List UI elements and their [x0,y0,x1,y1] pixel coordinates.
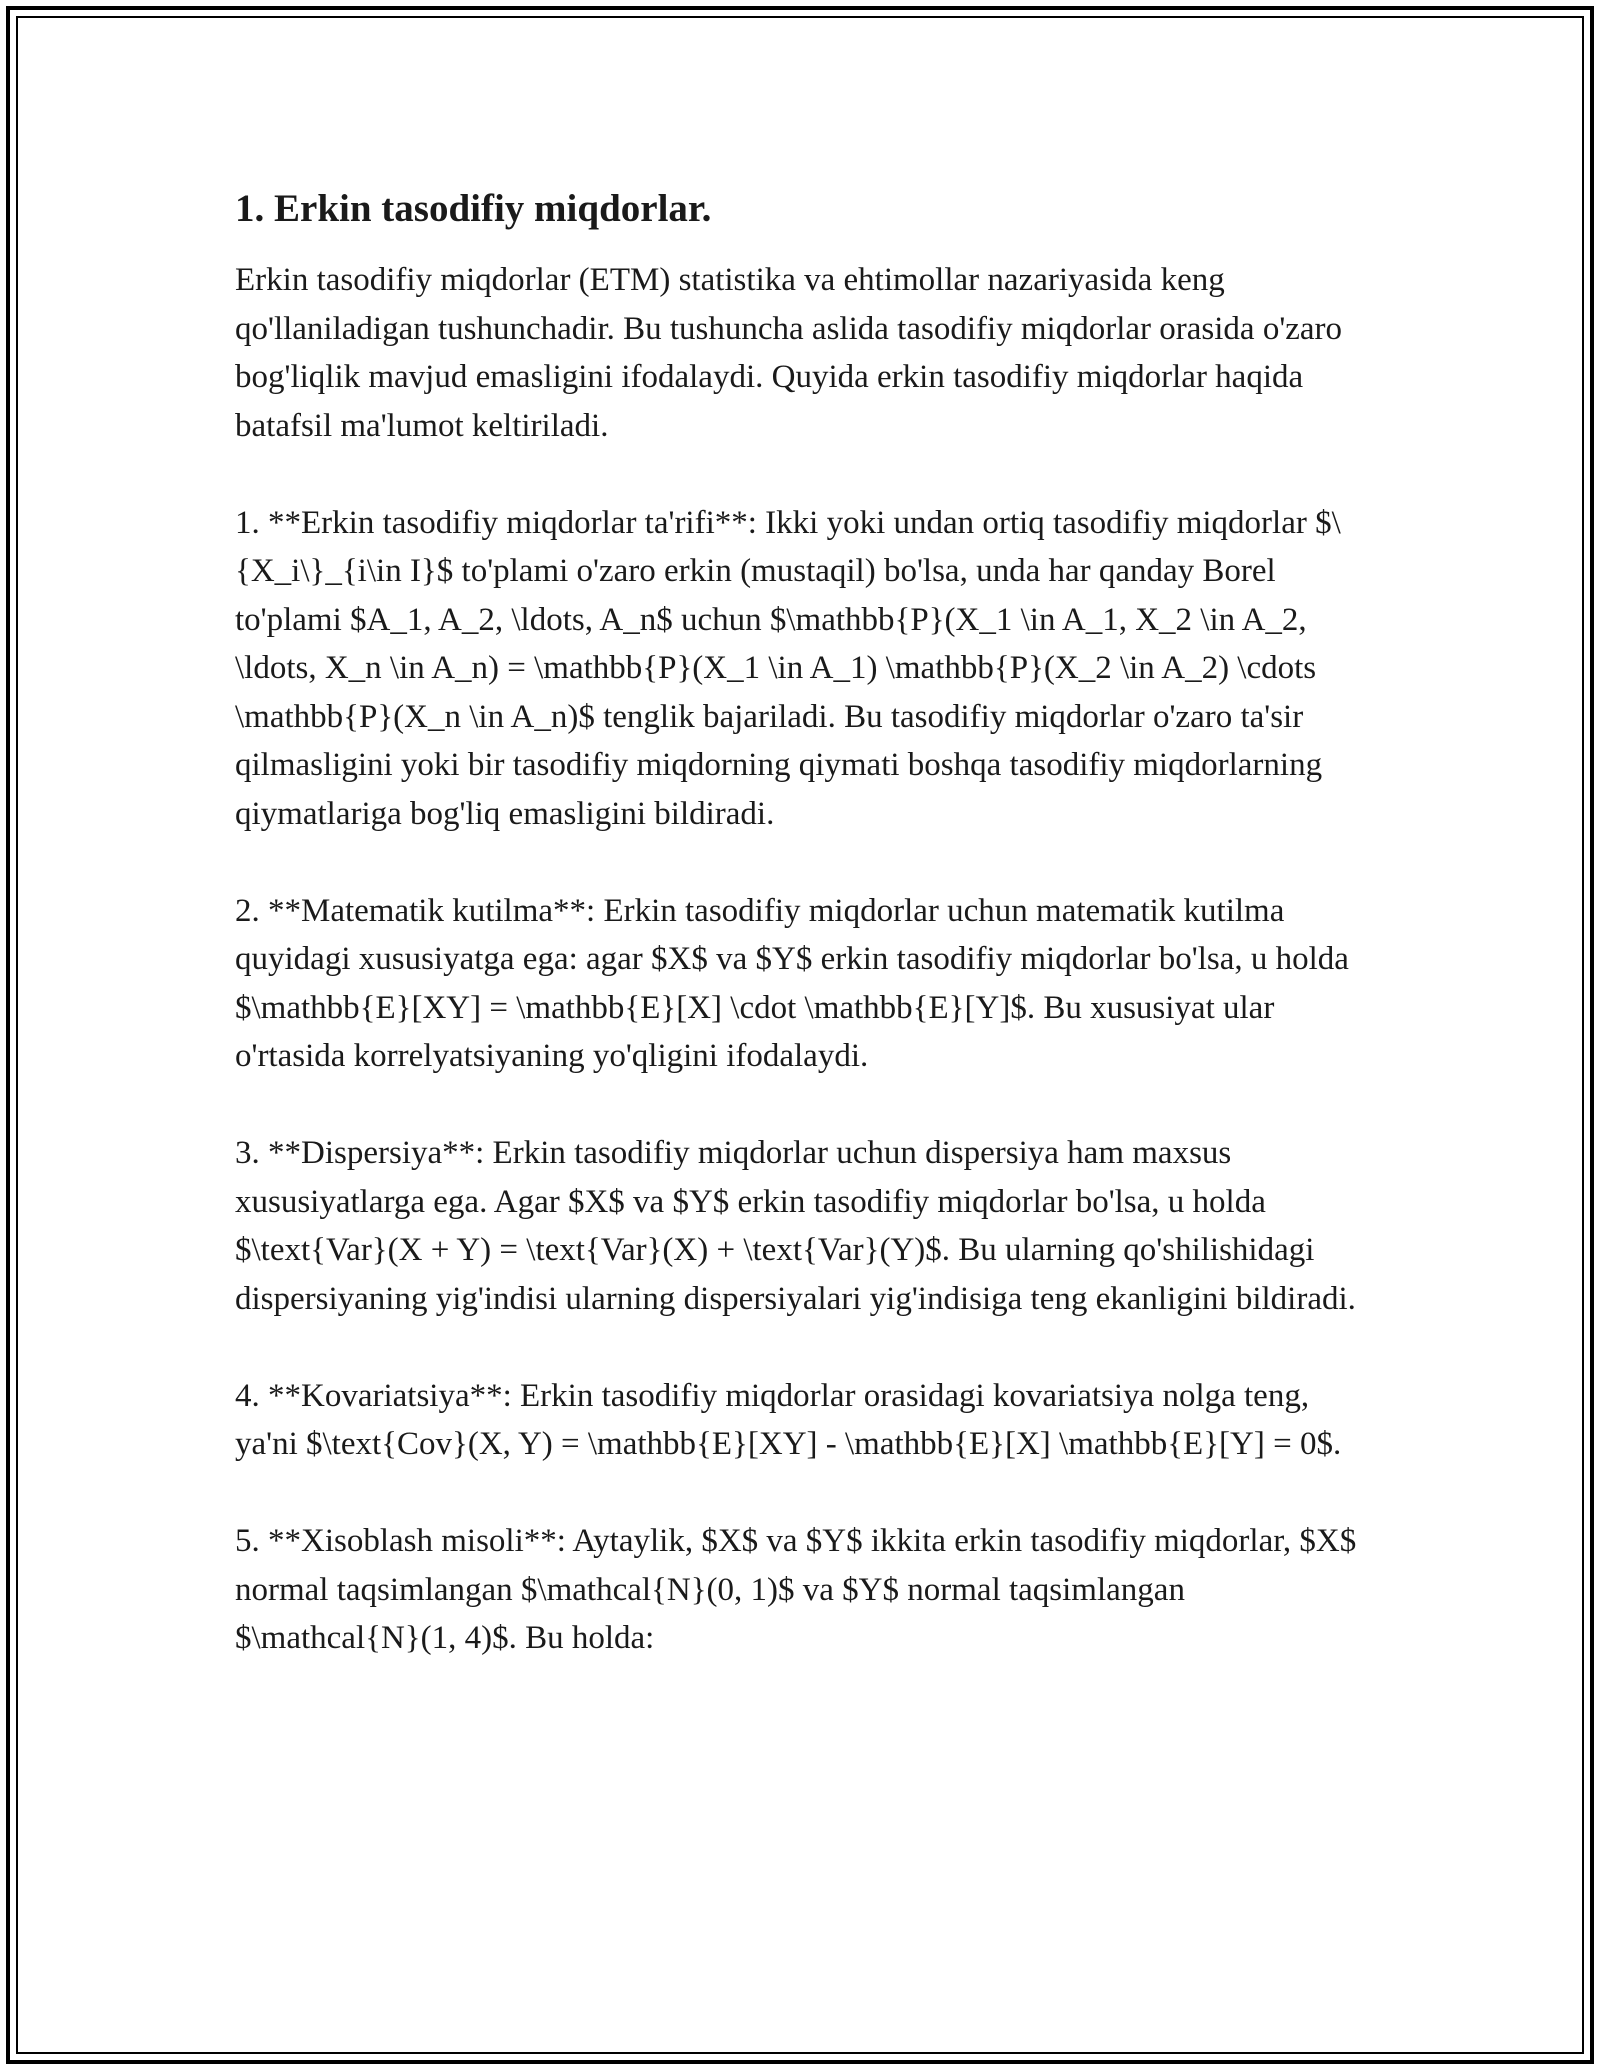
paragraph-example: 5. **Xisoblash misoli**: Aytaylik, $X$ va $Y$ ikkita erkin tasodifiy miqdorlar, $X$ normal taqsimlangan $\mathcal{N}(0, 1)$ va $Y$ normal taqsimlangan $\mathcal{N}(1, 4)$. Bu holda: [235,1523,1357,1656]
paragraph-covariance: 4. **Kovariatsiya**: Erkin tasodifiy miqdorlar orasidagi kovariatsiya nolga teng, ya'ni $\text{Cov}(X, Y) = \mathbb{E}[XY] - \mathbb{E}[X] \mathbb{E}[Y] = 0$. [235,1377,1342,1462]
paragraph-variance: 3. **Dispersiya**: Erkin tasodifiy miqdorlar uchun dispersiya ham maxsus xususiyatlarga ega. Agar $X$ va $Y$ erkin tasodifiy miqdorlar bo'lsa, u holda $\text{Var}(X + Y) = \text{Var}(X) + \text{Var}(Y)$. Bu ularning qo'shilishidagi dispersiyaning yig'indisi ularning dispersiyalari yig'indisiga teng ekanligini bildiradi. [235,1135,1356,1317]
intro-paragraph: Erkin tasodifiy miqdorlar (ETM) statistika va ehtimollar nazariyasida keng qo'llaniladigan tushunchadir. Bu tushuncha aslida tasodifiy miqdorlar orasida o'zaro bog'liqlik mavjud emasligini ifodalaydi. Quyida erkin tasodifiy miqdorlar haqida batafsil ma'lumot keltiriladi. [235,262,1343,444]
document-body [235,185,1375,1711]
section-title: 1. Erkin tasodifiy miqdorlar. [235,187,712,230]
paragraph-expectation: 2. **Matematik kutilma**: Erkin tasodifiy miqdorlar uchun matematik kutilma quyidagi xususiyatga ega: agar $X$ va $Y$ erkin tasodifiy miqdorlar bo'lsa, u holda $\mathbb{E}[XY] = \mathbb{E}[X] \cdot \mathbb{E}[Y]$. Bu xususiyat ular o'rtasida korrelyatsiyaning yo'qligini ifodalaydi. [235,892,1349,1074]
paragraph-definition: 1. **Erkin tasodifiy miqdorlar ta'rifi**: Ikki yoki undan ortiq tasodifiy miqdorlar $\{X_i\}_{i\in I}$ to'plami o'zaro erkin (mustaqil) bo'lsa, unda har qanday Borel to'plami $A_1, A_2, \ldots, A_n$ uchun $\mathbb{P}(X_1 \in A_1, X_2 \in A_2, \ldots, X_n \in A_n) = \mathbb{P}(X_1 \in A_1) \mathbb{P}(X_2 \in A_2) \cdots \mathbb{P}(X_n \in A_n)$ tenglik bajariladi. Bu tasodifiy miqdorlar o'zaro ta'sir qilmasligini yoki bir tasodifiy miqdorning qiymati boshqa tasodifiy miqdorlarning qiymatlariga bog'liq emasligini bildiradi. [235,504,1341,832]
